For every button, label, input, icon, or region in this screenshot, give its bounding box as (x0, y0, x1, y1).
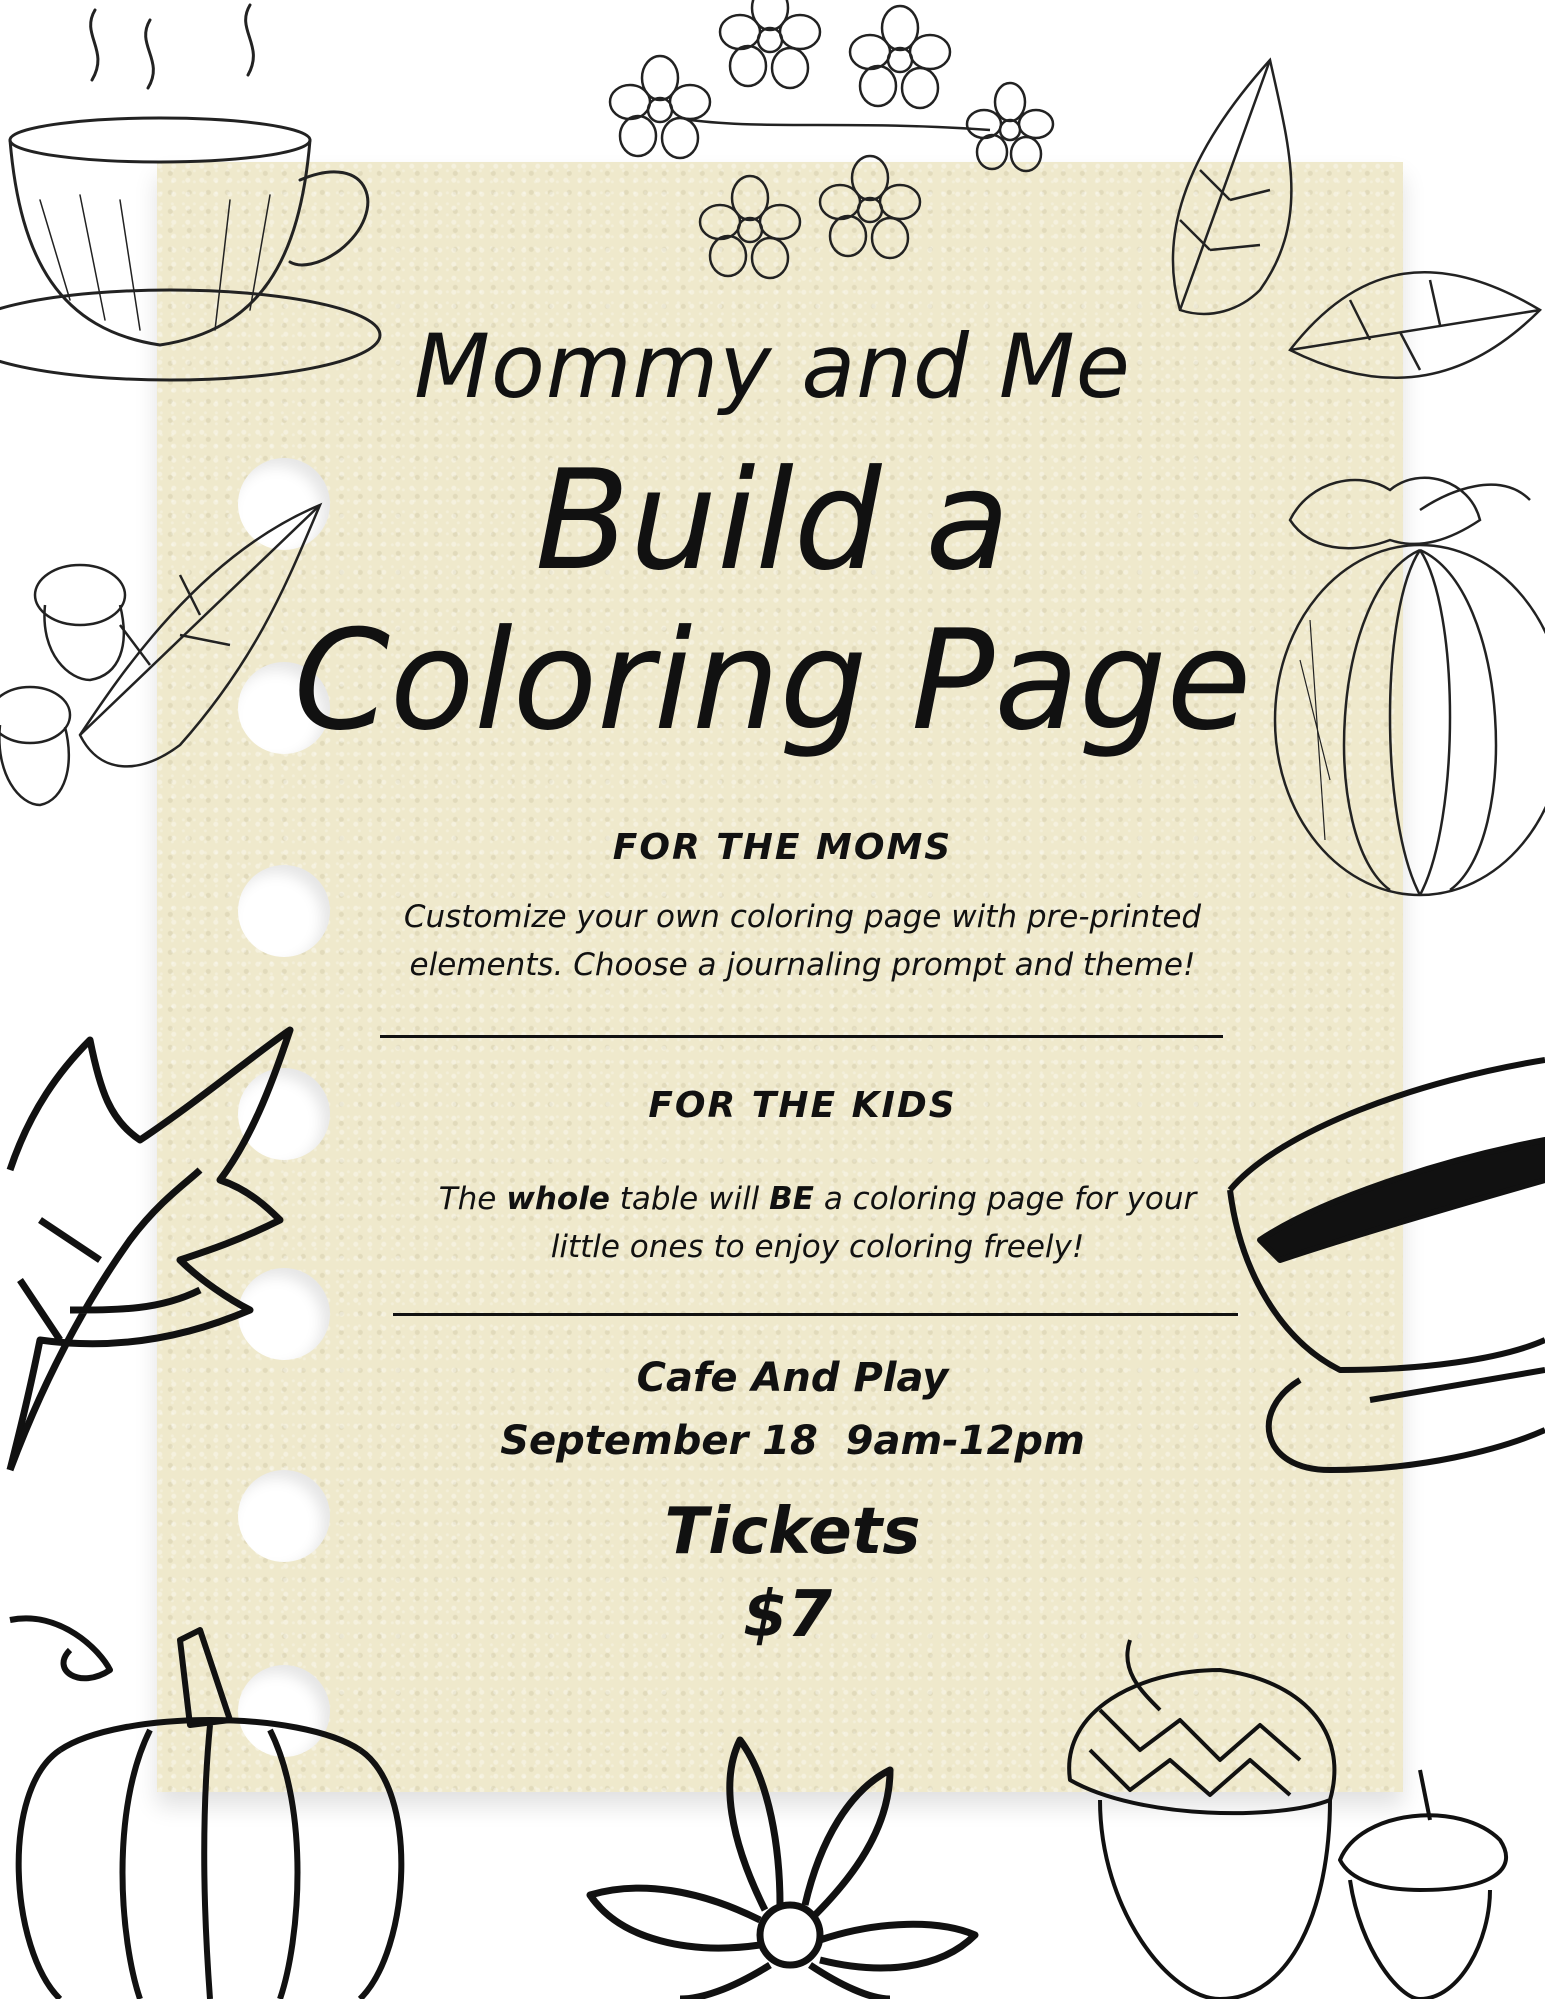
kids-text-whole: whole (506, 1181, 610, 1217)
divider (393, 1313, 1238, 1316)
kids-text-rest: a coloring page for your (823, 1181, 1197, 1217)
event-title-line2: Coloring Page (293, 600, 1252, 761)
kids-text-be: BE (769, 1181, 814, 1217)
moms-description-line1: Customize your own coloring page with pre-printed (403, 899, 1202, 935)
kids-heading: FOR THE KIDS (648, 1085, 957, 1126)
flower-icon (580, 1720, 980, 1999)
event-date-time: September 18 9am-12pm (500, 1418, 1085, 1464)
acorn-icon (1060, 1630, 1545, 1999)
kids-text-table: table will (619, 1181, 760, 1217)
ticket-price: $7 (742, 1578, 833, 1652)
event-subtitle: Mommy and Me (414, 315, 1131, 418)
moms-description (30, 893, 1545, 989)
moms-heading: FOR THE MOMS (612, 827, 953, 868)
tickets-label: Tickets (664, 1495, 921, 1569)
event-venue: Cafe And Play (636, 1355, 949, 1401)
moms-description-line2: elements. Choose a journaling prompt and theme! (409, 947, 1196, 983)
divider (380, 1035, 1223, 1038)
event-title-line1: Build a (535, 440, 1010, 601)
pumpkin-icon (0, 1610, 420, 1999)
kids-description (45, 1175, 1545, 1271)
kids-description-line2: little ones to enjoy coloring freely! (550, 1229, 1085, 1265)
kids-text-the: The (438, 1181, 497, 1217)
blossom-icon (570, 0, 1070, 310)
